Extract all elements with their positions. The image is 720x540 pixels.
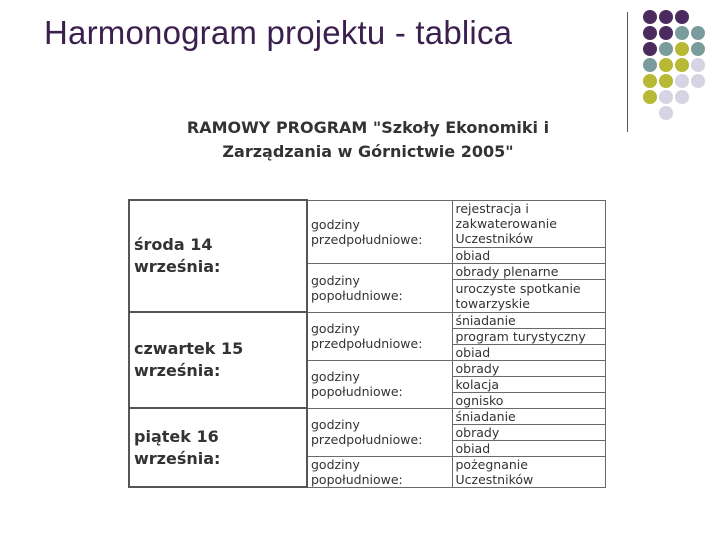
time-of-day-label: popołudniowe: [311, 471, 403, 487]
dot [691, 42, 705, 56]
activity-cell [452, 200, 605, 247]
activity-cell: obrady [452, 360, 605, 376]
dot [675, 58, 689, 72]
dot [659, 58, 673, 72]
table-row [129, 312, 605, 328]
day-label: czwartek 15 [134, 339, 244, 358]
time-of-day-cell [307, 263, 452, 312]
time-of-day-label: godziny [311, 216, 360, 232]
time-of-day-label: godziny [311, 321, 360, 336]
dot [643, 42, 657, 56]
table-row [129, 408, 605, 424]
decorative-dot-grid [640, 10, 720, 120]
program-heading-line1: RAMOWY PROGRAM "Szkoły Ekonomiki i [186, 118, 550, 137]
activity-cell: obiad [452, 247, 605, 263]
dot [643, 58, 657, 72]
dot [643, 74, 657, 88]
day-label: września: [134, 448, 221, 468]
dot [675, 26, 689, 40]
activity-cell: obiad [452, 440, 605, 456]
dot [659, 106, 673, 120]
time-of-day-label: godziny [311, 417, 360, 432]
day-label: września: [134, 257, 221, 276]
activity-cell: obrady [452, 424, 605, 440]
activity-cell: kolacja [452, 376, 605, 392]
activity-cell: śniadanie [452, 312, 605, 328]
activity-label: Uczestników [455, 231, 534, 246]
activity-cell: ognisko [452, 392, 605, 408]
activity-cell: program turystyczny [452, 328, 605, 344]
dot [659, 10, 673, 24]
dot [659, 42, 673, 56]
dot [675, 90, 689, 104]
schedule-table [128, 199, 606, 488]
dot [691, 74, 705, 88]
activity-cell [452, 279, 605, 312]
day-label: września: [134, 361, 221, 380]
activity-cell: obrady plenarne [452, 263, 605, 279]
day-cell [129, 312, 307, 408]
activity-cell [452, 456, 605, 487]
time-of-day-label: godziny [311, 456, 360, 472]
time-of-day-cell [307, 456, 452, 487]
time-of-day-label: godziny [311, 272, 360, 288]
activity-cell: śniadanie [452, 408, 605, 424]
dot [643, 26, 657, 40]
time-of-day-label: przedpołudniowe: [311, 231, 423, 247]
time-of-day-cell [307, 200, 452, 263]
activity-label: Uczestników [455, 471, 534, 487]
program-heading [150, 116, 586, 164]
time-of-day-label: popołudniowe: [311, 287, 403, 303]
dot [659, 74, 673, 88]
time-of-day-cell [307, 408, 452, 456]
dot [675, 42, 689, 56]
activity-label: rejestracja i [455, 201, 529, 216]
activity-label: uroczyste spotkanie [455, 280, 581, 296]
activity-label: pożegnanie [455, 456, 528, 472]
day-cell [129, 200, 307, 312]
dot [691, 58, 705, 72]
divider-line [627, 12, 628, 132]
slide-title: Harmonogram projektu - tablica [44, 14, 513, 51]
dot [691, 26, 705, 40]
table-row [129, 200, 605, 247]
activity-label: zakwaterowanie [455, 216, 557, 231]
day-cell [129, 408, 307, 487]
time-of-day-cell [307, 312, 452, 360]
dot [659, 90, 673, 104]
activity-label: towarzyskie [455, 295, 530, 311]
dot [675, 74, 689, 88]
time-of-day-label: godziny [311, 369, 360, 384]
dot [643, 90, 657, 104]
program-heading-line2: Zarządzania w Górnictwie 2005" [222, 142, 514, 161]
time-of-day-label: popołudniowe: [311, 384, 403, 399]
day-label: środa 14 [134, 235, 213, 254]
time-of-day-label: przedpołudniowe: [311, 336, 423, 351]
dot [675, 10, 689, 24]
dot [659, 26, 673, 40]
activity-cell: obiad [452, 344, 605, 360]
day-label: piątek 16 [134, 426, 219, 446]
time-of-day-cell [307, 360, 452, 408]
time-of-day-label: przedpołudniowe: [311, 432, 423, 447]
dot [643, 10, 657, 24]
